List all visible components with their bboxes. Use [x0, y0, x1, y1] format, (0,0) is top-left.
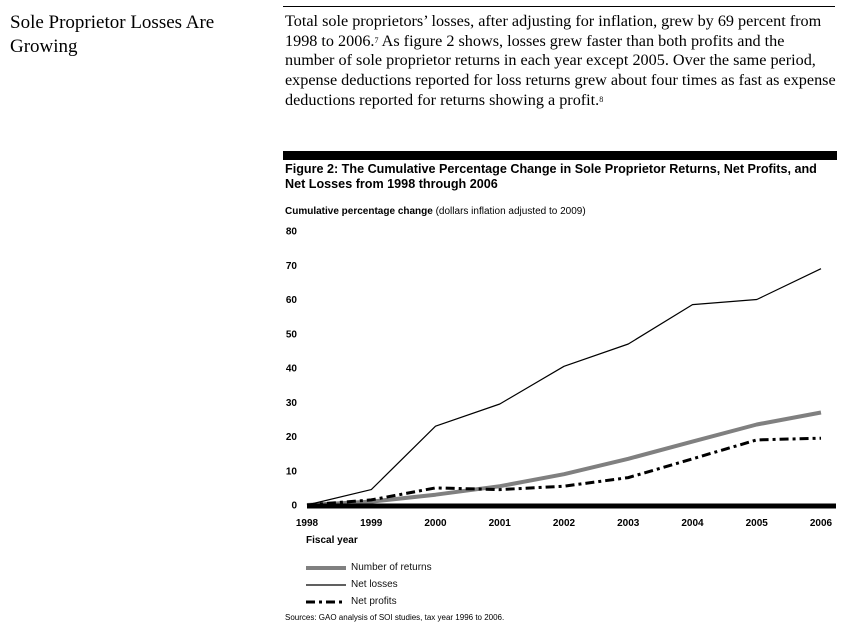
y-axis-caption-bold: Cumulative percentage change	[285, 206, 433, 217]
x-tick-label-2005: 2005	[745, 518, 768, 529]
figure-title: Figure 2: The Cumulative Percentage Change in Sole Proprietor Returns, Net Profits, and Net Losses from 1998 through 2006	[285, 162, 817, 191]
legend-item-net-profits	[306, 593, 432, 610]
legend-label: Net losses	[351, 579, 398, 590]
legend-swatch-thin-line	[306, 580, 346, 590]
series-line-net-losses	[307, 269, 821, 505]
x-tick-label-2003: 2003	[617, 518, 640, 529]
legend-label: Number of returns	[351, 562, 432, 573]
section-heading: Sole Proprietor Losses Are Growing	[10, 12, 215, 57]
y-tick-label-60: 60	[285, 295, 297, 306]
x-tick-label-2004: 2004	[681, 518, 704, 529]
y-tick-label-40: 40	[285, 363, 297, 375]
figure-source: Sources: GAO analysis of SOI studies, tax year 1996 to 2006.	[285, 613, 505, 622]
x-tick-label-2001: 2001	[488, 518, 511, 529]
x-tick-label-2000: 2000	[424, 518, 447, 529]
legend-label: Net profits	[351, 596, 397, 607]
y-tick-label-70: 70	[285, 260, 297, 272]
legend-swatch-gray-line	[306, 563, 346, 573]
y-tick-label-10: 10	[285, 466, 297, 478]
series-line-net-profits	[307, 438, 821, 505]
series-line-number-of-returns	[307, 413, 821, 506]
y-tick-label-30: 30	[285, 397, 297, 409]
paragraph-part-1: Total sole proprietors’ losses, after adjusting for inflation, grew by 69 percent from 1998 to 2006.	[285, 12, 822, 50]
chart-legend	[306, 559, 432, 610]
legend-swatch-dash-line	[306, 597, 346, 607]
y-tick-label-20: 20	[285, 432, 297, 443]
x-tick-label-1999: 1999	[360, 518, 383, 529]
y-tick-label-80: 80	[285, 226, 297, 238]
y-axis-caption-rest: (dollars inflation adjusted to 2009)	[432, 206, 586, 217]
x-axis-label: Fiscal year	[306, 535, 358, 546]
x-tick-label-1998: 1998	[295, 518, 319, 529]
legend-item-net-losses	[306, 576, 432, 593]
footnote-ref-8[interactable]: 8	[599, 94, 604, 104]
y-tick-label-50: 50	[285, 329, 297, 341]
paragraph-part-2: As figure 2 shows, losses grew faster than both profits and the number of sole proprietor returns in each year except 2005. Over the same period, expense deductions reported for loss returns grew about four times as fast as expense deductions reported for returns showing a profit.	[285, 31, 836, 109]
x-tick-label-2002: 2002	[552, 518, 576, 529]
x-tick-label-2006: 2006	[809, 518, 833, 529]
y-tick-label-0: 0	[291, 500, 297, 512]
legend-item-number-of-returns	[306, 559, 432, 576]
footnote-ref-7[interactable]: 7	[374, 35, 379, 45]
